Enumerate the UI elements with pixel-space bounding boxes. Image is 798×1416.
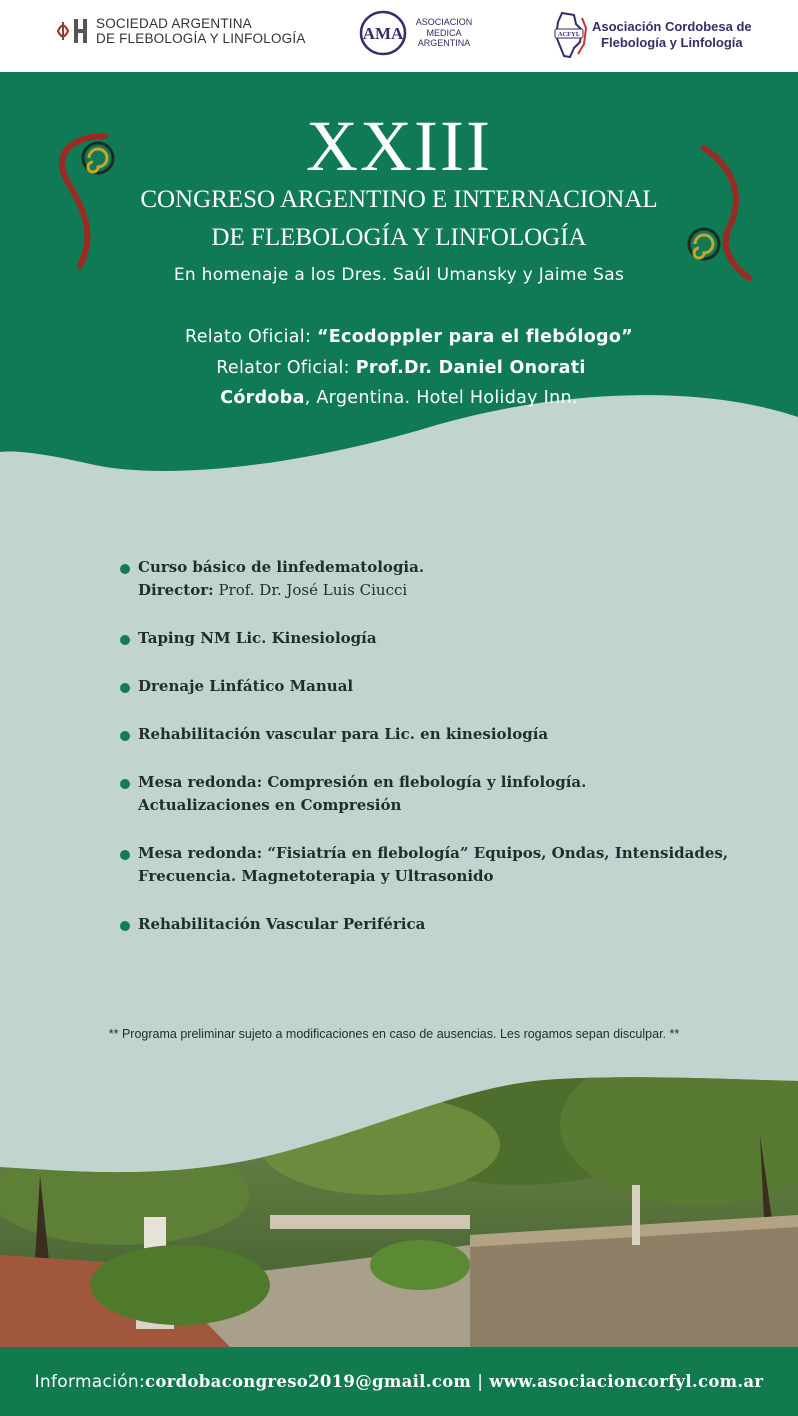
relator-line (0, 358, 798, 378)
list-item (120, 627, 780, 650)
homage-text: En homenaje a los Dres. Saúl Umansky y Jaime Sas (173, 265, 625, 285)
acfyl-badge: ACFYL (557, 31, 581, 38)
list-item (120, 723, 780, 746)
congress-title-line2: DE FLEBOLOGÍA Y LINFOLOGÍA (211, 224, 587, 251)
program-item-title: Rehabilitación Vascular Periférica (138, 915, 426, 933)
ama-name-line1: ASOCIACION (415, 17, 473, 28)
website-link[interactable]: www.asociacioncorfyl.com.ar (489, 1372, 764, 1391)
acfyl-logo (552, 10, 752, 60)
safyl-logo-icon (54, 16, 90, 46)
bullet-dot-icon (120, 921, 130, 931)
program-disclaimer: ** Programa preliminar sujeto a modificaciones en caso de ausencias. Les rogamos sepan disculpar. ** (108, 1027, 680, 1041)
congress-title-line1: CONGRESO ARGENTINO E INTERNACIONAL (140, 186, 658, 213)
footer-label: Información: (34, 1371, 145, 1392)
venue-detail: , Argentina. Hotel Holiday Inn. (304, 388, 578, 408)
list-item (120, 556, 780, 602)
program-item-subtitle: Frecuencia. Magnetoterapia y Ultrasonido (138, 867, 494, 885)
venue-city: Córdoba (220, 388, 305, 408)
acfyl-name-line1: Asociación Cordobesa de (592, 19, 752, 34)
program-item-director-label: Director: (138, 581, 214, 599)
safyl-name-line1: SOCIEDAD ARGENTINA (96, 16, 252, 31)
ama-name-line3: ARGENTINA (417, 38, 471, 49)
list-item (120, 675, 780, 698)
safyl-name-line2: DE FLEBOLOGÍA Y LINFOLOGÍA (96, 31, 306, 46)
bullet-dot-icon (120, 683, 130, 693)
footer-separator: | (477, 1371, 484, 1392)
list-item (120, 842, 780, 888)
bullet-dot-icon (120, 564, 130, 574)
acfyl-name-line2: Flebología y Linfología (601, 35, 743, 50)
relator-label: Relator Oficial: (216, 358, 356, 378)
ama-logo (358, 9, 476, 57)
program-list (120, 556, 780, 936)
program-item-director: Prof. Dr. José Luis Ciucci (213, 581, 408, 599)
program-item-title: Taping NM Lic. Kinesiología (138, 629, 377, 647)
list-item (120, 771, 780, 817)
program-item-title: Curso básico de linfedematologia. (138, 558, 425, 576)
contact-footer (0, 1347, 798, 1416)
logo-bar (0, 0, 798, 72)
bullet-dot-icon (120, 779, 130, 789)
acfyl-logo-icon (552, 10, 590, 60)
congress-edition: XXIII (306, 106, 492, 186)
ama-monogram: AMA (362, 24, 404, 43)
safyl-logo (54, 16, 306, 46)
relato-label: Relato Oficial: (185, 327, 317, 347)
list-item (120, 913, 780, 936)
program-item-subtitle: Actualizaciones en Compresión (138, 796, 402, 814)
bullet-dot-icon (120, 635, 130, 645)
relato-line (0, 327, 798, 347)
program-item-title: Mesa redonda: “Fisiatría en flebología” Equipos, Ondas, Intensidades, (138, 844, 729, 862)
venue-line (0, 388, 798, 408)
relato-value: “Ecodoppler para el flebólogo” (317, 327, 633, 347)
bullet-dot-icon (120, 731, 130, 741)
ama-logo-icon (358, 9, 408, 57)
program-item-title: Rehabilitación vascular para Lic. en kinesiología (138, 725, 549, 743)
relator-value: Prof.Dr. Daniel Onorati (355, 358, 586, 378)
bullet-dot-icon (120, 850, 130, 860)
ama-name-line2: MEDICA (426, 27, 462, 38)
program-item-title: Drenaje Linfático Manual (138, 677, 354, 695)
contact-email-link[interactable]: cordobacongreso2019@gmail.com (145, 1372, 472, 1391)
program-item-title: Mesa redonda: Compresión en flebología y linfología. (138, 773, 587, 791)
city-canal-photo (0, 1075, 798, 1347)
